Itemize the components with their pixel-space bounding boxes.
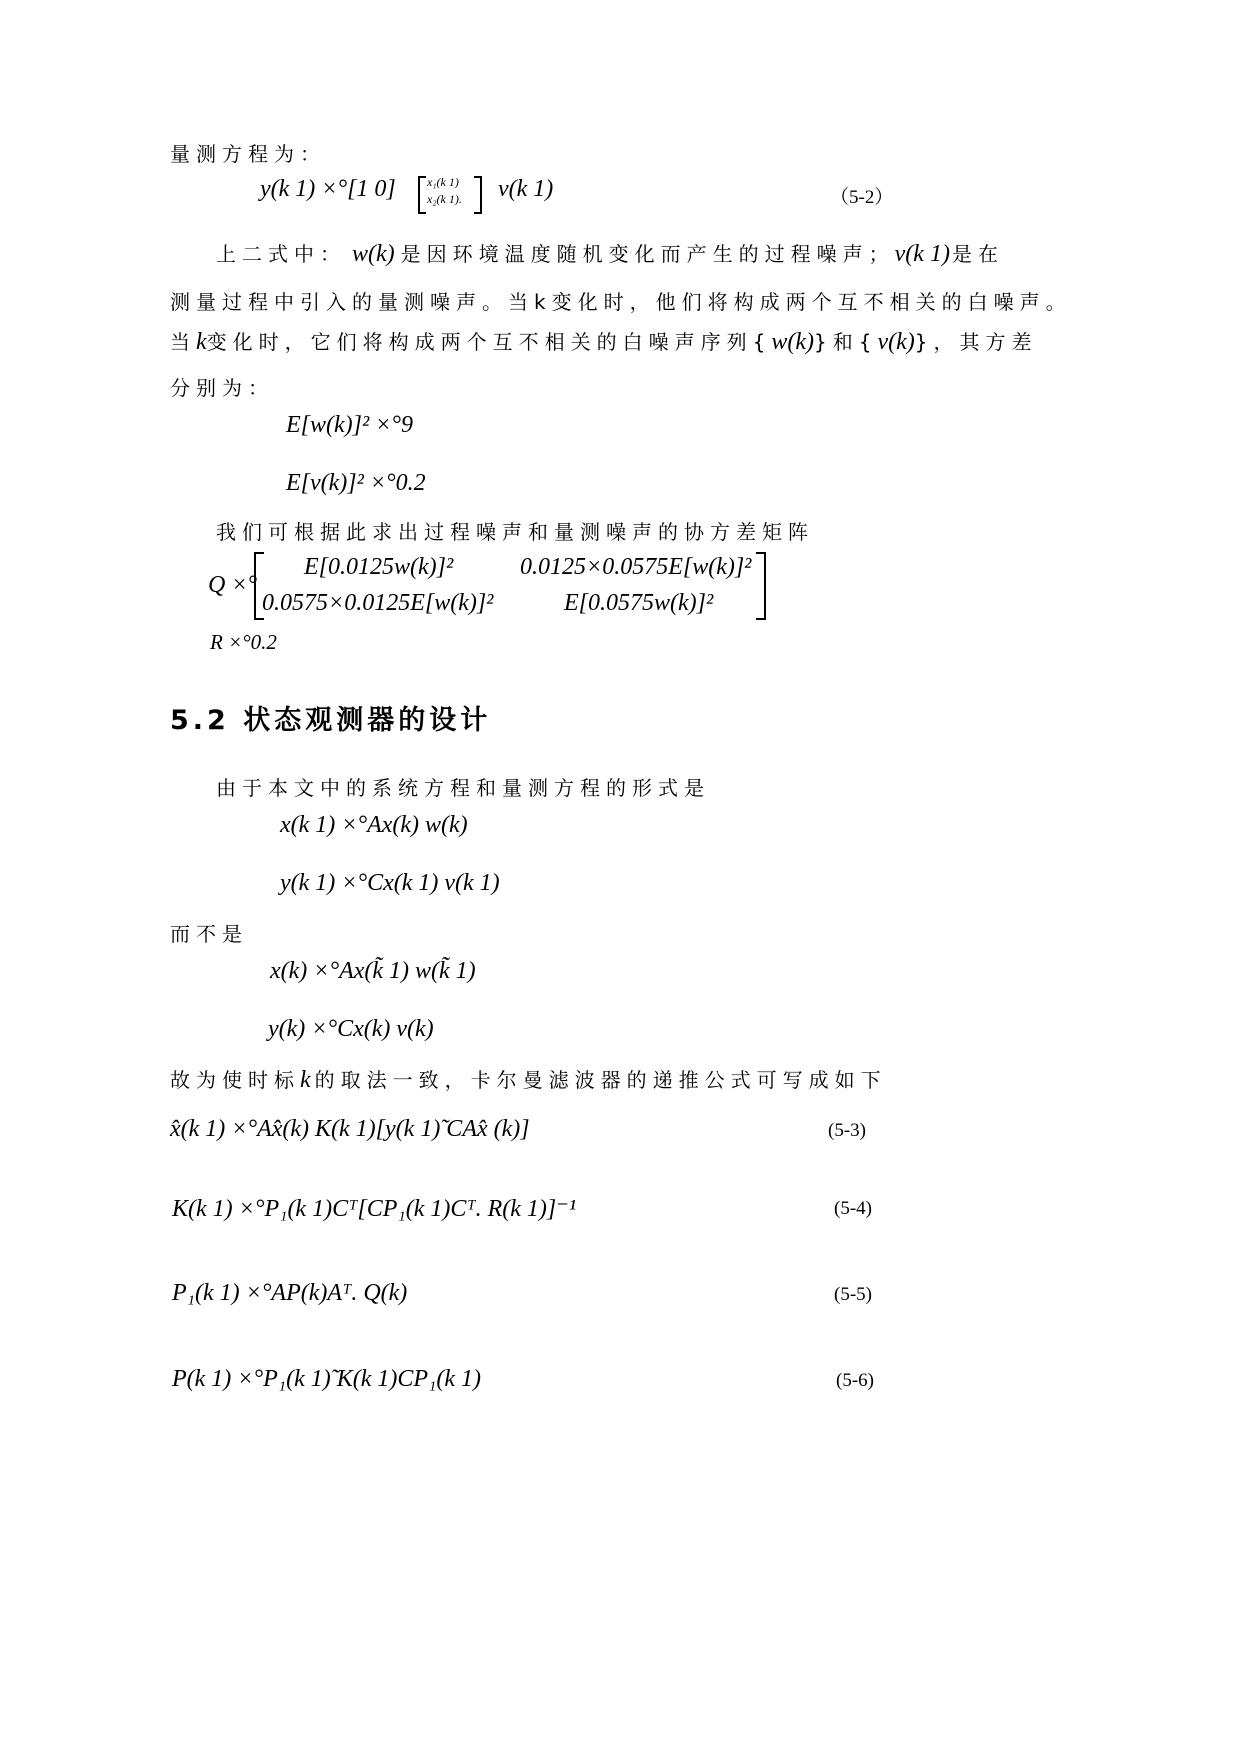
q-matrix-entry-11: E[0.0125w(k)]²	[304, 554, 454, 580]
text-segment: 当	[170, 330, 196, 354]
equation-alt-measurement: y(k) ×°Cx(k) v(k)	[268, 1016, 434, 1042]
symbol-v-k1: v(k 1)	[894, 241, 950, 267]
q-matrix-entry-12: 0.0125×0.0575E[w(k)]²	[520, 554, 752, 580]
matrix-entry-x2: x₂(k 1).	[427, 192, 462, 206]
text-segment: 的取法一致，卡尔曼滤波器的递推公式可写成如下	[314, 1068, 887, 1092]
text-segment: 故为使时标	[170, 1068, 300, 1092]
text-noise-description-line2: 测量过程中引入的量测噪声。当k变化时，他们将构成两个互不相关的白噪声。	[170, 290, 1072, 314]
equation-5-3: x̂(k 1) ×°Ax̂(k) K(k 1)[y(k 1)̃ CAx̂ (k)]	[170, 1116, 530, 1142]
section-heading: 5.2 状态观测器的设计	[170, 705, 492, 736]
text-kalman-intro	[170, 1064, 887, 1094]
q-matrix-entry-22: E[0.0575w(k)]²	[564, 590, 714, 616]
equation-5-5: P₁(k 1) ×°AP(k)Aᵀ. Q(k)	[172, 1280, 408, 1306]
equation-number-5-3: (5-3)	[828, 1120, 866, 1141]
equation-r: R ×°0.2	[210, 630, 277, 654]
equation-number-5-2: （5-2）	[830, 187, 894, 208]
equation-q-lhs: Q ×°	[208, 572, 258, 598]
symbol-w-k: w(k)	[352, 241, 395, 267]
text-segment: 是在	[951, 242, 1004, 266]
text-system-form-intro: 由于本文中的系统方程和量测方程的形式是	[216, 776, 710, 800]
text-segment: 上二式中：	[216, 242, 346, 266]
matrix-bracket-left	[418, 176, 426, 214]
matrix-entry-x1: x₁(k 1)	[427, 175, 459, 189]
text-noise-description-line3	[170, 326, 1038, 356]
equation-5-2-lhs: y(k 1) ×°[1 0]	[260, 176, 396, 202]
symbol-w-k: w(k)	[771, 329, 815, 355]
equation-system: x(k 1) ×°Ax(k) w(k)	[280, 812, 468, 838]
equation-alt-system: x(k) ×°Ax(k̃ 1) w(k̃ 1)	[270, 958, 476, 984]
text-covariance-intro: 我们可根据此求出过程噪声和量测噪声的协方差矩阵	[216, 520, 814, 544]
text-noise-description-line1	[216, 238, 1004, 268]
text-variance-intro: 分别为：	[170, 376, 274, 400]
text-segment: 是因环境温度随机变化而产生的过程噪声；	[400, 242, 895, 266]
text-segment: 变化时，它们将构成两个互不相关的白噪声序列{	[206, 330, 772, 354]
equation-measurement: y(k 1) ×°Cx(k 1) v(k 1)	[280, 870, 500, 896]
q-matrix-bracket-right	[756, 552, 766, 620]
equation-variance-v: E[v(k)]² ×°0.2	[286, 470, 426, 496]
text-measurement-equation-intro: 量测方程为：	[170, 142, 326, 166]
equation-number-5-4: (5-4)	[834, 1198, 872, 1219]
symbol-k: k	[196, 329, 207, 355]
equation-5-4: K(k 1) ×°P₁(k 1)Cᵀ[CP₁(k 1)Cᵀ. R(k 1)]⁻¹	[172, 1196, 577, 1222]
equation-5-6: P(k 1) ×°P₁(k 1)̃ K(k 1)CP₁(k 1)	[172, 1366, 482, 1392]
text-instead-of: 而不是	[170, 922, 248, 946]
text-segment: }和{	[814, 330, 878, 354]
equation-variance-w: E[w(k)]² ×°9	[286, 412, 413, 438]
equation-number-5-6: (5-6)	[836, 1370, 874, 1391]
matrix-bracket-right	[474, 176, 482, 214]
q-matrix-entry-21: 0.0575×0.0125E[w(k)]²	[262, 590, 494, 616]
equation-5-2-rhs: v(k 1)	[498, 176, 554, 202]
symbol-k: k	[300, 1067, 311, 1093]
equation-number-5-5: (5-5)	[834, 1284, 872, 1305]
text-segment: }，其方差	[914, 330, 1038, 354]
symbol-v-k: v(k)	[877, 329, 915, 355]
